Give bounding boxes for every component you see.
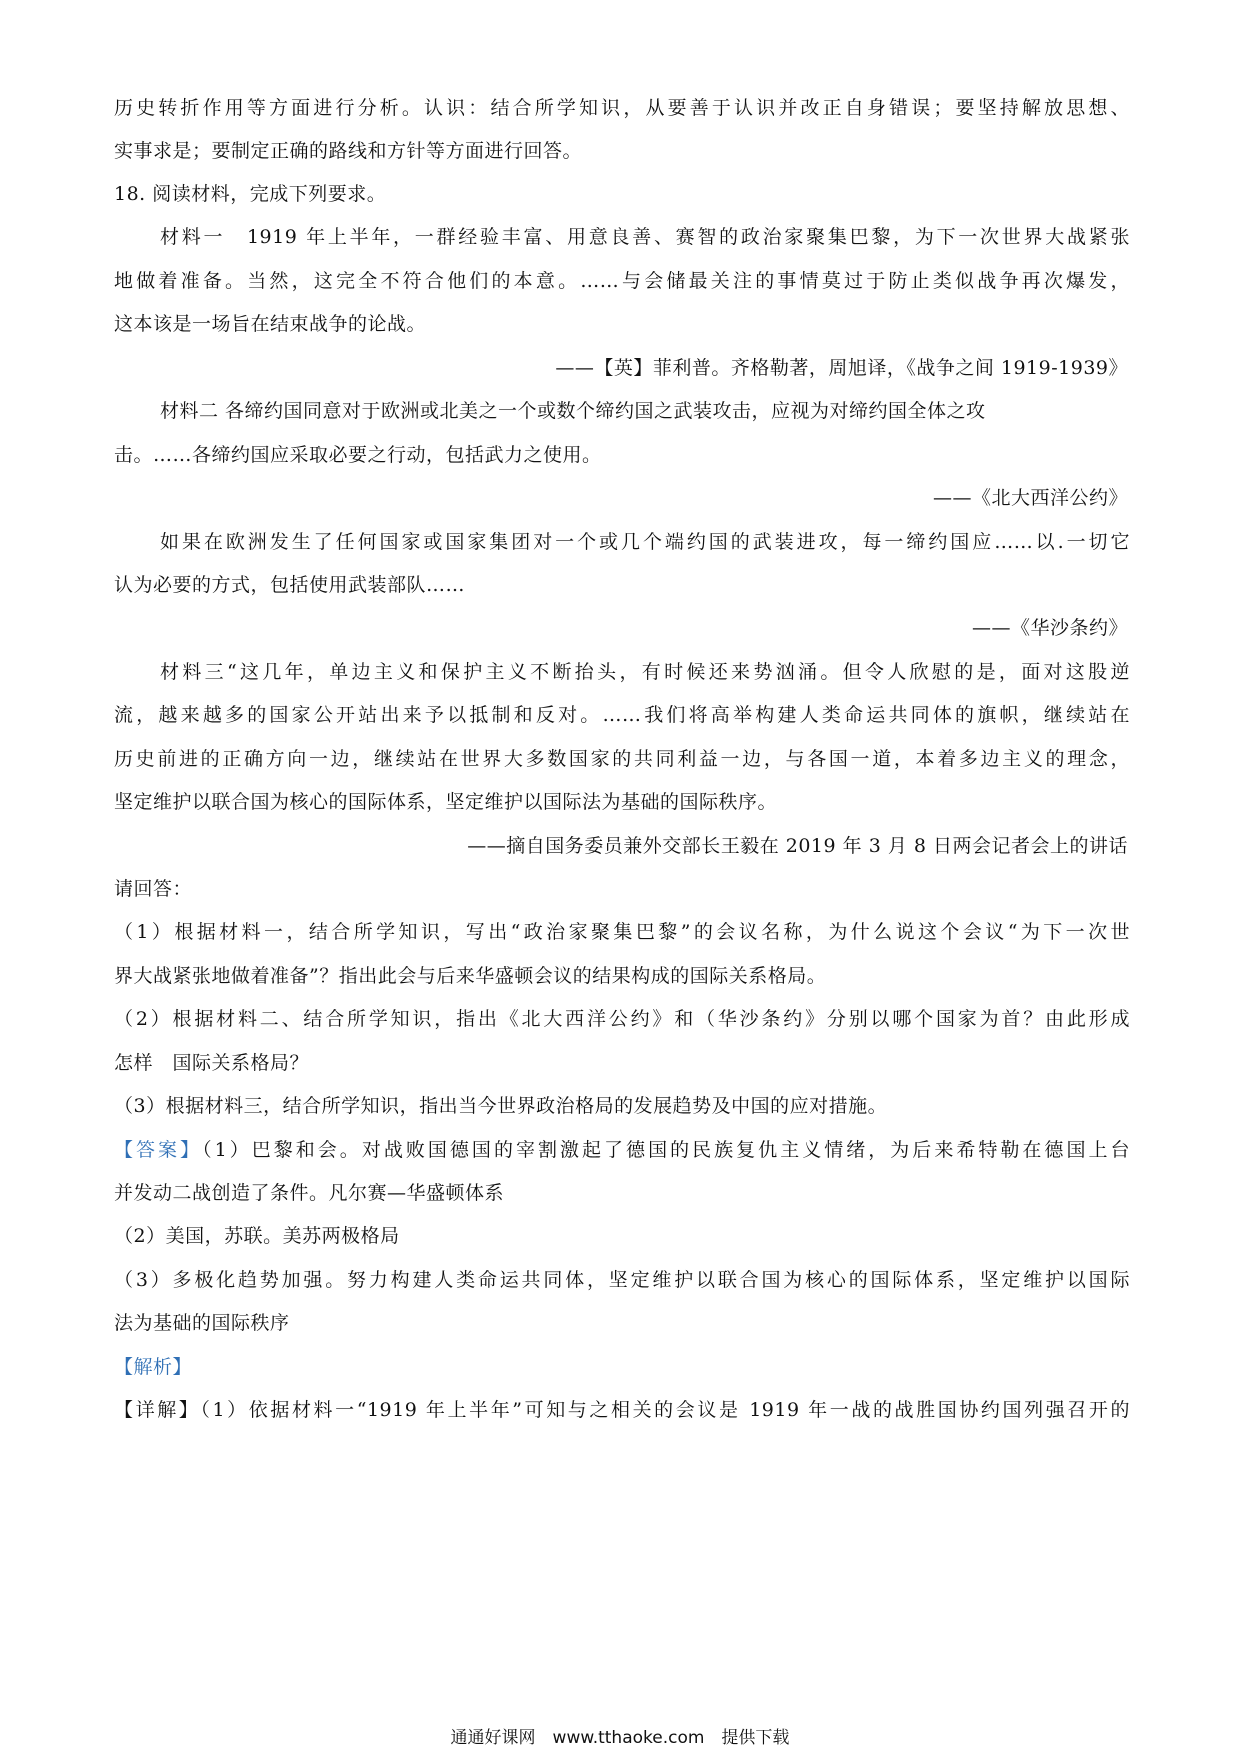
analysis-label: 【解析】 (114, 1356, 193, 1378)
answer-line (114, 1136, 1130, 1164)
material-three-line: 材料三“这几年，单边主义和保护主义不断抬头，有时候还来势汹涌。但令人欣慰的是，面对这股逆 (160, 661, 1130, 683)
material-two-line: 认为必要的方式，包括使用武装部队…… (114, 574, 466, 596)
question-line: 界大战紧张地做着准备”？指出此会与后来华盛顿会议的结果构成的国际关系格局。 (114, 965, 827, 987)
material-one-line: 地做着准备。当然，这完全不符合他们的本意。……与会储最关注的事情莫过于防止类似战争再次爆发， (114, 270, 1130, 292)
question-line: （1）根据材料一，结合所学知识，写出“政治家聚集巴黎”的会议名称，为什么说这个会议“为下一次世 (114, 921, 1130, 943)
question-line: （3）根据材料三，结合所学知识，指出当今世界政治格局的发展趋势及中国的应对措施。 (114, 1095, 888, 1117)
detail-line (114, 1396, 1130, 1424)
material-one-line: 这本该是一场旨在结束战争的论战。 (114, 313, 427, 335)
answer-text: （1）巴黎和会。对战败国德国的宰割激起了德国的民族复仇主义情绪，为后来希特勒在德国上台 (202, 1139, 1130, 1161)
material-three-line: 流，越来越多的国家公开站出来予以抵制和反对。……我们将高举构建人类命运共同体的旗帜，继续站在 (114, 704, 1130, 726)
question-line: （2）根据材料二、结合所学知识，指出《北大西洋公约》和（华沙条约》分别以哪个国家为首？由此形成 (114, 1008, 1130, 1030)
answer-line: （3）多极化趋势加强。努力构建人类命运共同体，坚定维护以联合国为核心的国际体系，坚定维护以国际 (114, 1269, 1130, 1291)
answer-line: 并发动二战创造了条件。凡尔赛—华盛顿体系 (114, 1182, 505, 1204)
answer-label: 【答案】 (114, 1139, 203, 1161)
question-line: 怎样 国际关系格局？ (114, 1052, 310, 1074)
answer-line: （2）美国，苏联。美苏两极格局 (114, 1225, 400, 1247)
material-two-line: 如果在欧洲发生了任何国家或国家集团对一个或几个端约国的武装进攻，每一缔约国应……以.一切它 (160, 531, 1130, 553)
material-one-line: 材料一 1919 年上半年，一群经验丰富、用意良善、赛智的政治家聚集巴黎，为下一次世界大战紧张 (160, 226, 1130, 248)
prompt-line: 请回答： (114, 878, 193, 900)
material-three-source: ——摘自国务委员兼外交部长王毅在 2019 年 3 月 8 日两会记者会上的讲话 (467, 835, 1128, 857)
text-line: 历史转折作用等方面进行分析。认识：结合所学知识，从要善于认识并改正自身错误；要坚持解放思想、 (114, 97, 1130, 119)
page-footer: 通通好课网 www.tthaoke.com 提供下载 (450, 1728, 790, 1748)
material-three-line: 历史前进的正确方向一边，继续站在世界大多数国家的共同利益一边，与各国一道，本着多边主义的理念， (114, 748, 1130, 770)
detail-label: 【详解】 (114, 1399, 201, 1421)
text-line: 实事求是；要制定正确的路线和方针等方面进行回答。 (114, 140, 583, 162)
material-two-source: ——《华沙条约》 (971, 617, 1128, 639)
material-two-source: ——《北大西洋公约》 (932, 487, 1128, 509)
material-two-line: 材料二 各缔约国同意对于欧洲或北美之一个或数个缔约国之武装攻击，应视为对缔约国全体之攻 (160, 400, 986, 422)
material-one-source: ——【英】菲利普。齐格勒著，周旭译，《战争之间 1919-1939》 (555, 357, 1128, 379)
answer-line: 法为基础的国际秩序 (114, 1312, 290, 1334)
detail-text: （1）依据材料一“1919 年上半年”可知与之相关的会议是 1919 年一战的战胜国协约国列强召开的 (200, 1399, 1130, 1421)
question-title: 18. 阅读材料，完成下列要求。 (114, 183, 387, 205)
material-three-line: 坚定维护以联合国为核心的国际体系，坚定维护以国际法为基础的国际秩序。 (114, 791, 778, 813)
material-two-line: 击。……各缔约国应采取必要之行动，包括武力之使用。 (114, 444, 602, 466)
